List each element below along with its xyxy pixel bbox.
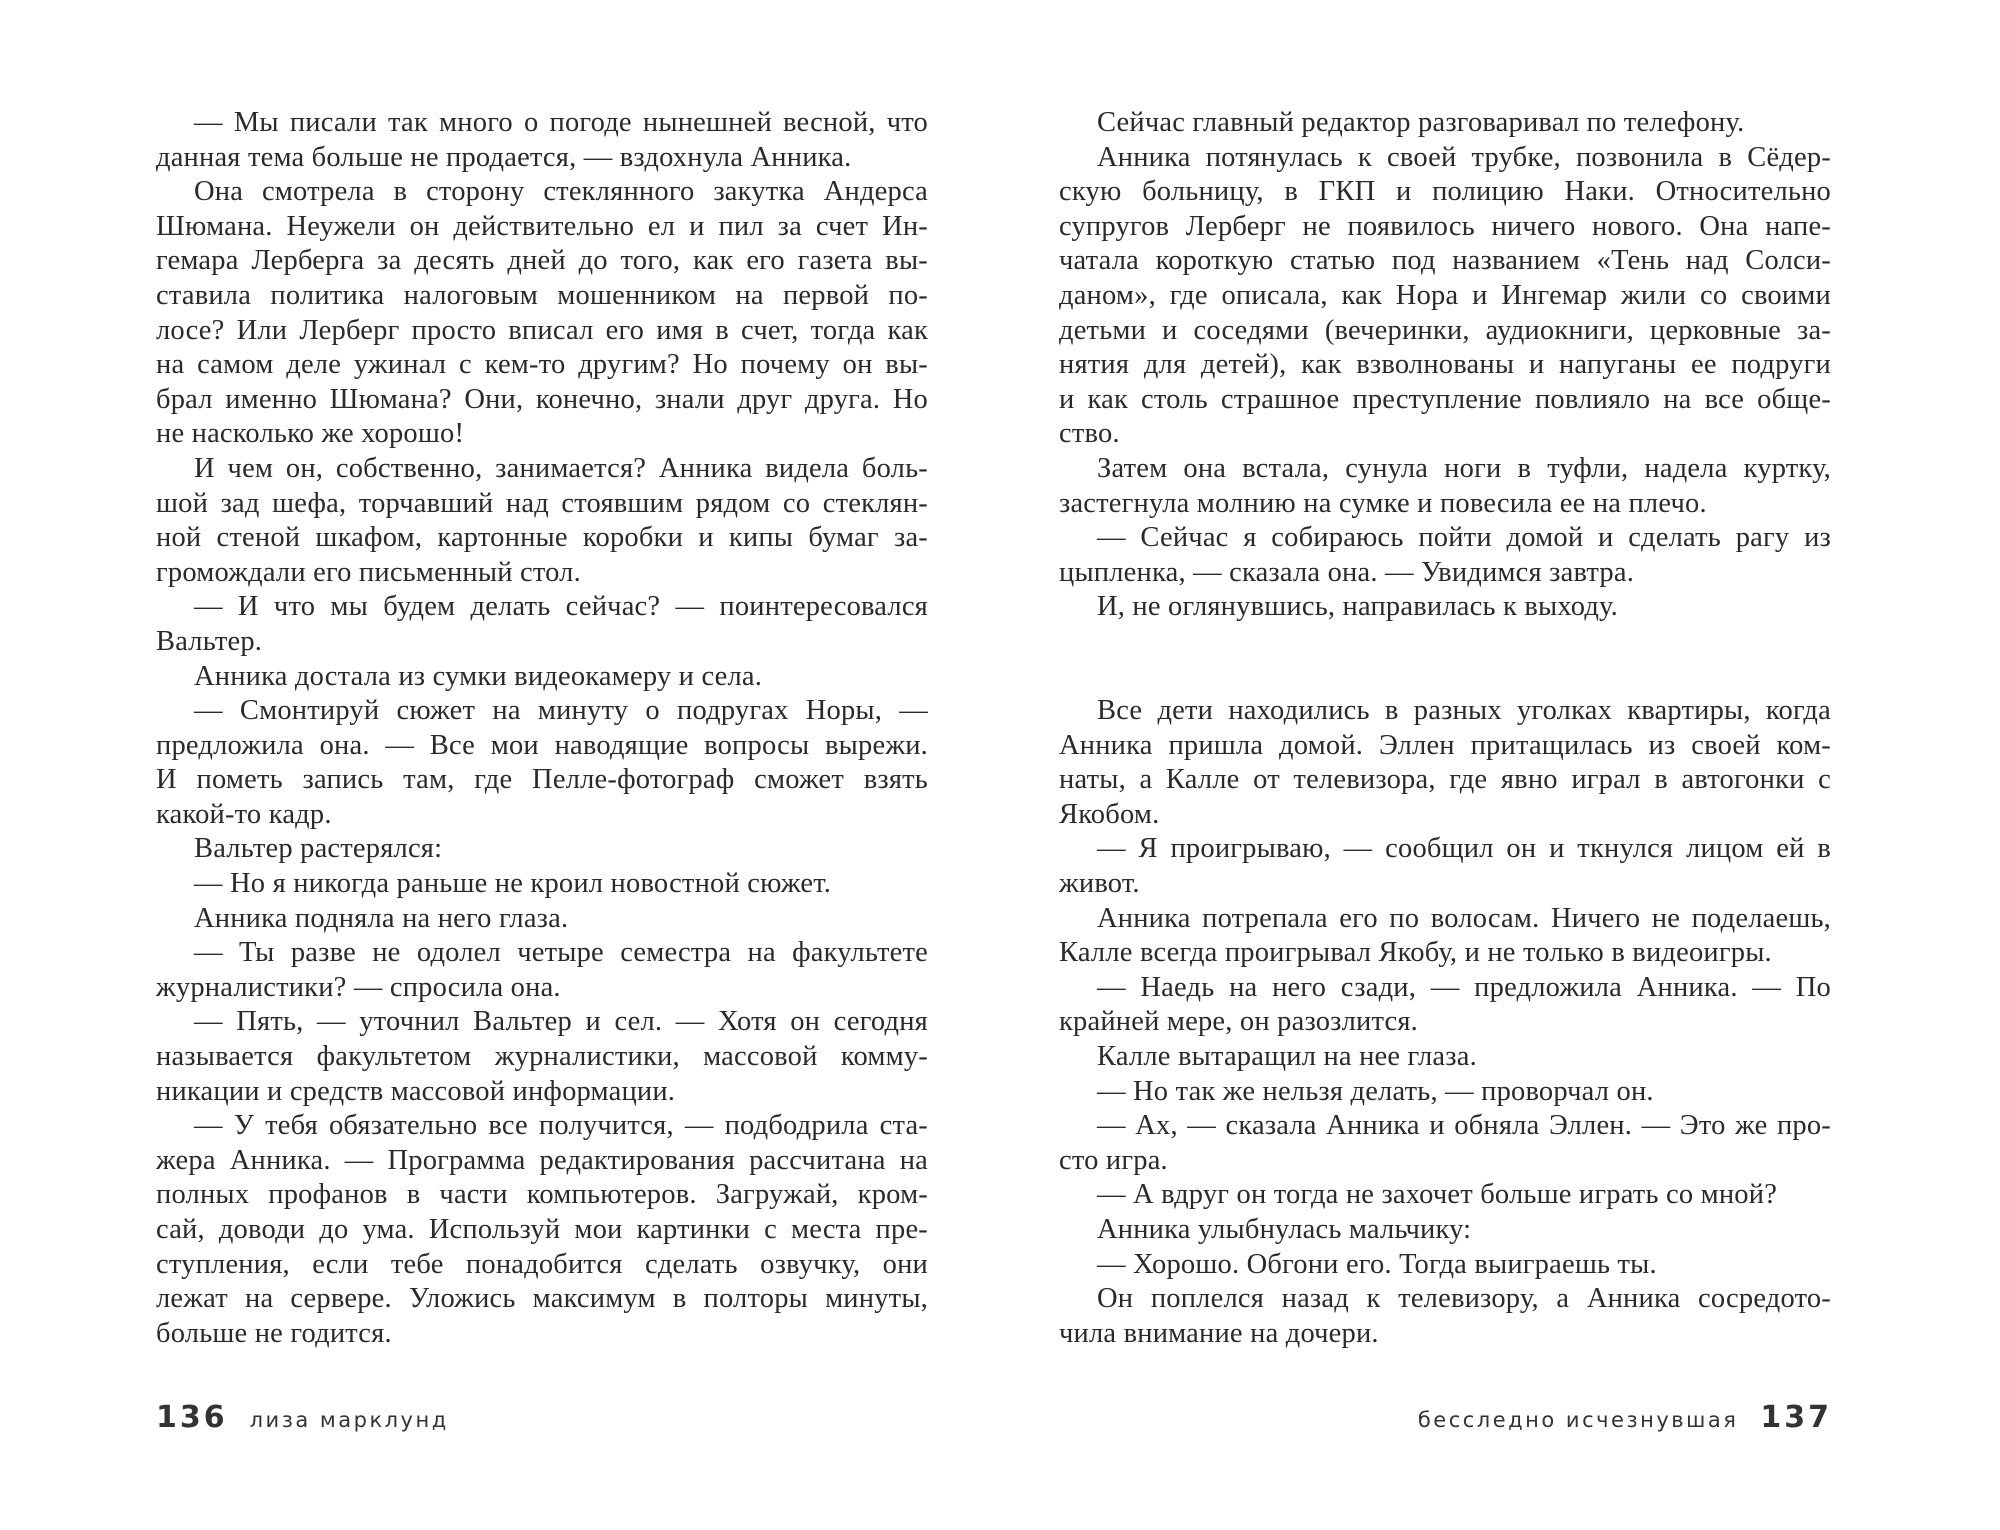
text-line: не насколько же хорошо! bbox=[156, 418, 465, 450]
text-line: Он поплелся назад к телевизору, а Анника сосредото- bbox=[1097, 1283, 1831, 1315]
text-line: цыпленка, — сказала она. — Увидимся завтра. bbox=[1059, 556, 1635, 588]
text-line: Анника потрепала его по волосам. Ничего не поделаешь, bbox=[1097, 902, 1831, 934]
section-break bbox=[1059, 625, 1831, 660]
text-line: лосе? Или Лерберг просто вписал его имя в счет, тогда как bbox=[156, 314, 928, 346]
text-line: — У тебя обязательно все получится, — подбодрила ста- bbox=[194, 1110, 928, 1142]
text-line: Анника потянулась к своей трубке, позвонила в Сёдер- bbox=[1097, 141, 1831, 173]
text-line: Анника достала из сумки видеокамеру и села. bbox=[194, 660, 763, 692]
text-line: Анника пришла домой. Эллен притащилась из своей ком- bbox=[1059, 729, 1831, 761]
text-line: Анника подняла на него глаза. bbox=[194, 902, 569, 934]
text-line: наты, а Калле от телевизора, где явно играл в автогонки с bbox=[1059, 764, 1831, 796]
right-page bbox=[1000, 0, 2000, 1530]
text-line: И, не оглянувшись, направилась к выходу. bbox=[1097, 591, 1618, 623]
text-line: предложила она. — Все мои наводящие вопросы вырежи. bbox=[156, 729, 928, 761]
text-line: Сейчас главный редактор разговаривал по телефону. bbox=[1097, 107, 1745, 138]
text-line: журналистики? — спросила она. bbox=[156, 971, 561, 1003]
text-line: Она смотрела в сторону стеклянного закутка Андерса bbox=[194, 176, 928, 208]
text-line: живот. bbox=[1059, 868, 1140, 900]
text-line: И чем он, собственно, занимается? Анника видела боль- bbox=[194, 452, 928, 484]
text-line: ставила политика налоговым мошенником на первой по- bbox=[156, 279, 928, 311]
right-page-body-text bbox=[1059, 106, 1831, 1351]
text-line: — Ах, — сказала Анника и обняла Эллен. — Это же про- bbox=[1097, 1110, 1831, 1142]
left-page-number: 136 bbox=[156, 1400, 228, 1435]
text-line: лежат на сервере. Уложись максимум в полторы минуты, bbox=[156, 1283, 928, 1315]
text-line: данная тема больше не продается, — вздохнула Анника. bbox=[156, 141, 852, 173]
left-page-footer bbox=[156, 1400, 449, 1435]
text-line: и как столь страшное преступление повлияло на все обще- bbox=[1059, 383, 1831, 415]
text-line: гемара Лерберга за десять дней до того, как его газета вы- bbox=[156, 245, 928, 277]
text-line: Анника улыбнулась мальчику: bbox=[1097, 1214, 1472, 1245]
text-line: шой зад шефа, торчавший над стоявшим рядом со стеклян- bbox=[156, 487, 928, 519]
text-line: застегнула молнию на сумке и повесила ее на плечо. bbox=[1059, 487, 1707, 519]
text-line: — И что мы будем делать сейчас? — поинтересовался bbox=[194, 591, 928, 623]
text-line: — Я проигрываю, — сообщил он и ткнулся лицом ей в bbox=[1097, 833, 1831, 865]
text-line: Вальтер. bbox=[156, 625, 263, 657]
text-line: ство. bbox=[1059, 418, 1120, 450]
left-running-head-author: лиза марклунд bbox=[249, 1408, 449, 1432]
text-line: Якобом. bbox=[1059, 798, 1160, 830]
text-line: больше не годится. bbox=[156, 1317, 392, 1349]
text-line: брал именно Шюмана? Они, конечно, знали друг друга. Но bbox=[156, 383, 928, 415]
text-line: — Сейчас я собираюсь пойти домой и сделать рагу из bbox=[1097, 522, 1831, 554]
text-line: — Но так же нельзя делать, — проворчал он. bbox=[1097, 1075, 1654, 1107]
text-line: полных профанов в части компьютеров. Загружай, кром- bbox=[156, 1179, 928, 1211]
text-line: И пометь запись там, где Пелле-фотограф сможет взять bbox=[156, 764, 928, 796]
left-page-body-text bbox=[156, 106, 928, 1351]
text-line: нятия для детей), как взволнованы и напуганы ее подруги bbox=[1059, 349, 1831, 381]
right-running-head-title: бесследно исчезнувшая bbox=[1417, 1408, 1739, 1432]
text-line: ной стеной шкафом, картонные коробки и кипы бумаг за- bbox=[156, 522, 928, 554]
text-line: скую больницу, в ГКП и полицию Наки. Относительно bbox=[1059, 176, 1831, 208]
text-line: — Пять, — уточнил Вальтер и сел. — Хотя он сегодня bbox=[194, 1006, 928, 1038]
text-line: Калле всегда проигрывал Якобу, и не только в видеоигры. bbox=[1059, 937, 1772, 969]
text-line: Затем она встала, сунула ноги в туфли, надела куртку, bbox=[1097, 452, 1831, 484]
section-break bbox=[1059, 660, 1831, 695]
text-line: — Ты разве не одолел четыре семестра на факультете bbox=[194, 937, 928, 969]
text-line: называется факультетом журналистики, массовой комму- bbox=[156, 1041, 928, 1073]
text-line: — Наедь на него сзади, — предложила Анника. — По bbox=[1097, 971, 1831, 1003]
text-line: на самом деле ужинал с кем-то другим? Но почему он вы- bbox=[156, 349, 928, 381]
text-line: даном», где описала, как Нора и Ингемар жили со своими bbox=[1059, 279, 1831, 311]
text-line: — Но я никогда раньше не кроил новостной сюжет. bbox=[194, 868, 832, 900]
text-line: чатала короткую статью под названием «Тень над Солси- bbox=[1059, 245, 1831, 277]
text-line: сто игра. bbox=[1059, 1144, 1168, 1176]
text-line: чила внимание на дочери. bbox=[1059, 1317, 1379, 1349]
right-page-footer bbox=[1418, 1400, 1832, 1435]
right-page-number: 137 bbox=[1760, 1400, 1832, 1435]
text-line: Калле вытаращил на нее глаза. bbox=[1097, 1041, 1477, 1073]
text-line: — Хорошо. Обгони его. Тогда выиграешь ты. bbox=[1097, 1248, 1657, 1280]
text-line: крайней мере, он разозлится. bbox=[1059, 1006, 1418, 1038]
text-line: Все дети находились в разных уголках квартиры, когда bbox=[1097, 695, 1831, 727]
text-line: жера Анника. — Программа редактирования рассчитана на bbox=[156, 1144, 928, 1176]
text-line: — Мы писали так много о погоде нынешней весной, что bbox=[194, 107, 928, 138]
text-line: никации и средств массовой информации. bbox=[156, 1075, 676, 1107]
text-line: Вальтер растерялся: bbox=[194, 833, 443, 865]
text-line: — Смонтируй сюжет на минуту о подругах Норы, — bbox=[194, 695, 928, 727]
text-line: детьми и соседями (вечеринки, аудиокниги, церковные за- bbox=[1059, 314, 1831, 346]
text-line: какой-то кадр. bbox=[156, 798, 332, 830]
text-line: — А вдруг он тогда не захочет больше играть со мной? bbox=[1097, 1179, 1778, 1211]
text-line: супругов Лерберг не появилось ничего нового. Она напе- bbox=[1059, 210, 1831, 242]
text-line: сай, доводи до ума. Используй мои картинки с места пре- bbox=[156, 1214, 928, 1245]
text-line: ступления, если тебе понадобится сделать озвучку, они bbox=[156, 1248, 928, 1280]
text-line: Шюмана. Неужели он действительно ел и пил за счет Ин- bbox=[156, 210, 928, 242]
text-line: громождали его письменный стол. bbox=[156, 556, 581, 588]
